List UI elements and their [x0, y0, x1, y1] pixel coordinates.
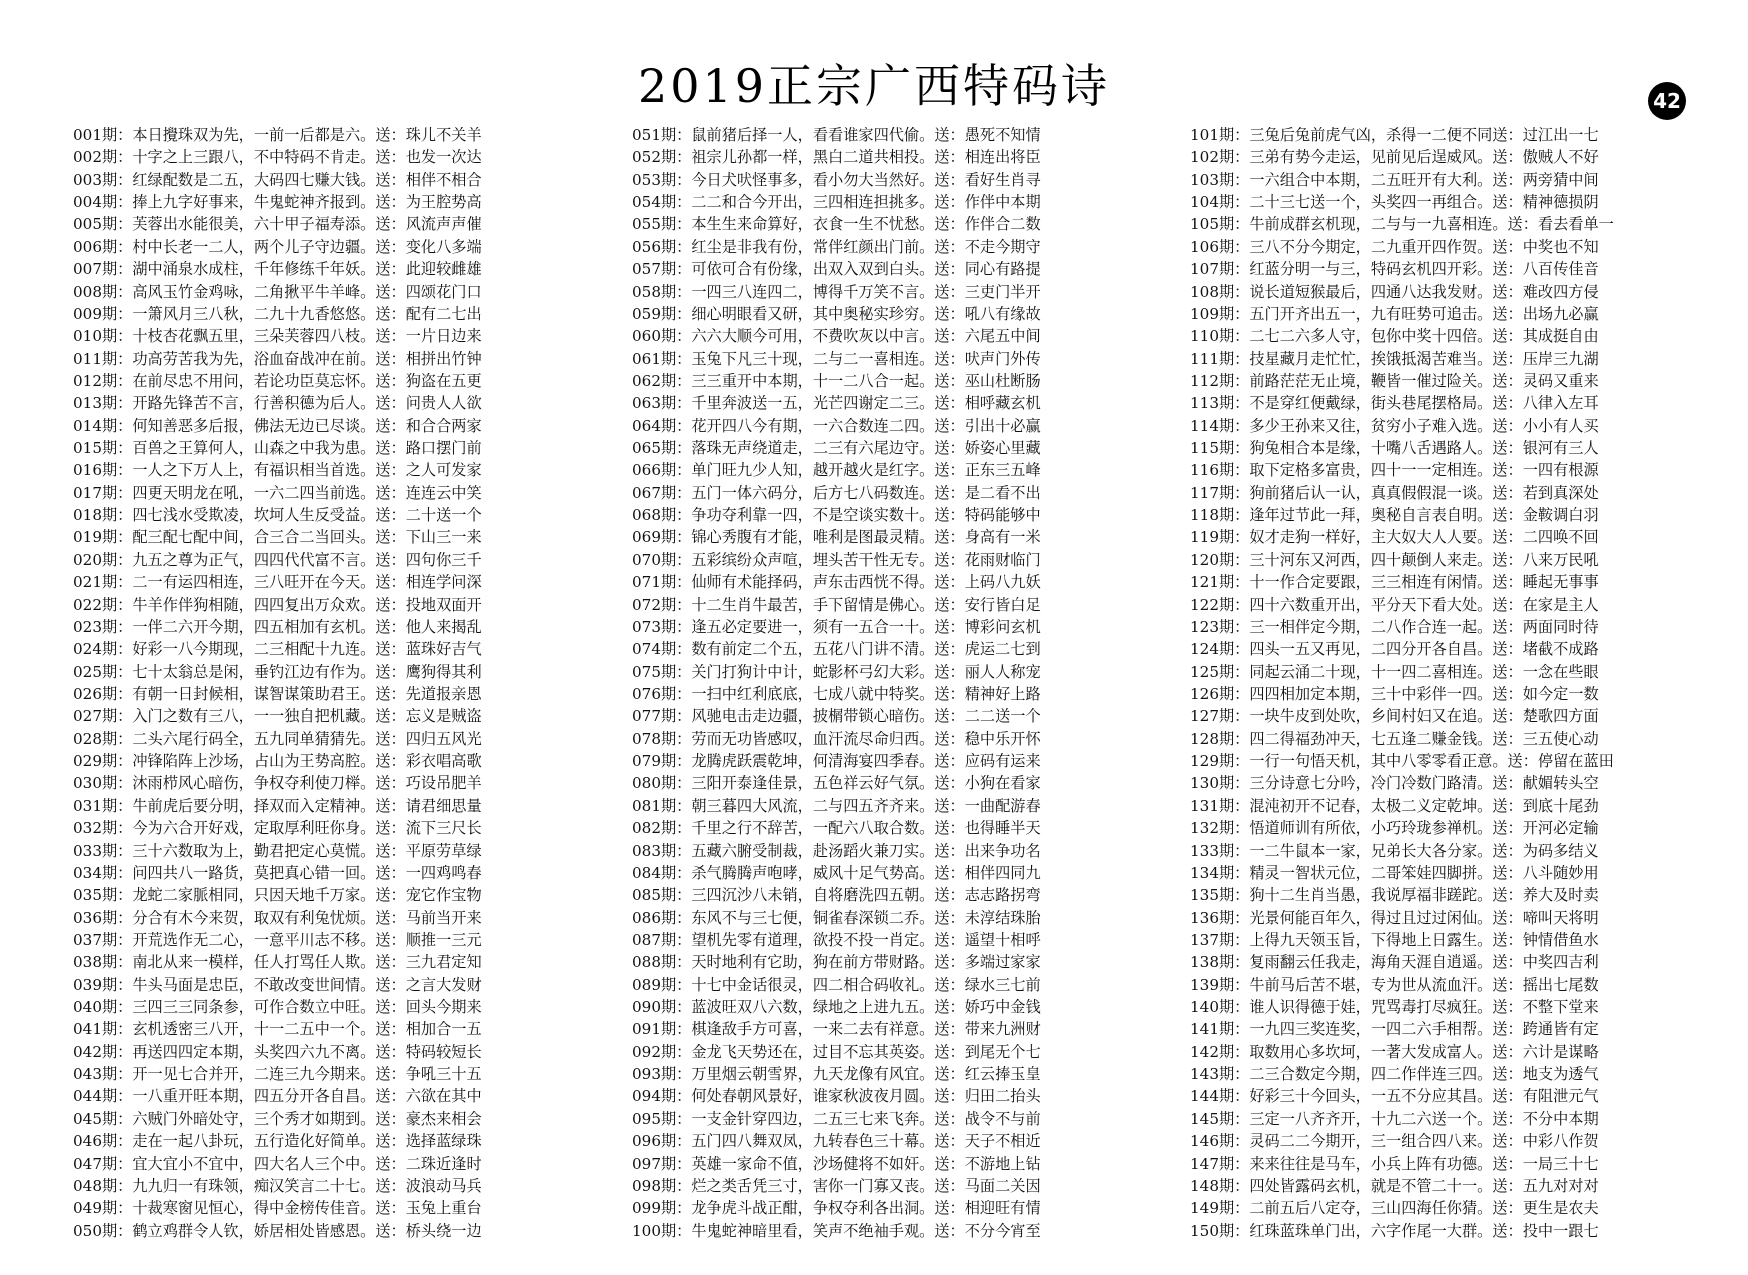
- poem-row: 044期：一八重开旺本期，四五分开各自昌。送：六欲在其中: [73, 1087, 482, 1106]
- poem-row: 122期：四十六数重开出，平分天下看大处。送：在家是主人: [1190, 595, 1599, 614]
- poem-row: 024期：好彩一八今期现，二三相配十九连。送：蓝珠好吉气: [73, 640, 482, 659]
- poem-row: 117期：狗前猪后认一认，真真假假混一谈。送：若到真深处: [1190, 483, 1599, 502]
- poem-row: 139期：牛前马后苦不堪，专为世从流血汗。送：摇出七尾数: [1190, 975, 1599, 994]
- poem-row: 015期：百兽之王算何人，山森之中我为患。送：路口摆门前: [73, 439, 482, 458]
- poem-row: 144期：好彩三十今回头，一五不分应其昌。送：有阻泄元气: [1190, 1087, 1599, 1106]
- poem-row: 115期：狗兔相合本是缘，十嘴八舌遇路人。送：银河有三人: [1190, 439, 1599, 458]
- poem-row: 073期：逢五必定要进一，须有一五合一十。送：博彩问玄机: [632, 617, 1041, 636]
- poem-row: 010期：十枝杏花飘五里，三朵芙蓉四八枝。送：一片日边来: [73, 327, 482, 346]
- poem-row: 034期：问四共八一路货，莫把真心错一回。送：一四鸡鸣春: [73, 863, 482, 882]
- poem-row: 090期：蓝波旺双八六数，绿地之上进九五。送：娇巧中金钱: [632, 998, 1041, 1017]
- poem-row: 111期：技星藏月走忙忙，挨饿抵渴苦难当。送：压岸三九湖: [1190, 349, 1599, 368]
- poem-row: 131期：混沌初开不记春，太极二义定乾坤。送：到底十尾劲: [1190, 796, 1599, 815]
- poem-row: 116期：取下定格多富贵，四十一一定相连。送：一四有根源: [1190, 461, 1599, 480]
- poem-row: 037期：开荒选作无二心，一意平川志不移。送：顺推一三元: [73, 930, 482, 949]
- poem-row: 104期：二十三七送一个，头奖四一再组合。送：精神德损阴: [1190, 193, 1599, 212]
- poem-row: 137期：上得九天领玉旨，下得地上日露生。送：钟情借鱼水: [1190, 930, 1599, 949]
- poem-row: 129期：一行一句悟天机，其中八零零看正意。送：停留在蓝田: [1190, 752, 1614, 771]
- page-title: 2019正宗广西特码诗: [637, 59, 1111, 113]
- poem-row: 016期：一人之下万人上，有福识相当首选。送：之人可发家: [73, 461, 482, 480]
- poem-row: 018期：四七浅水受欺凌，坎坷人生反受益。送：二十送一个: [73, 506, 482, 525]
- poem-row: 039期：牛头马面是忠臣，不敢改变世间情。送：之言大发财: [73, 975, 482, 994]
- poem-row: 142期：取数用心多坎坷，一著大发成富人。送：六计是谋略: [1190, 1042, 1599, 1061]
- poem-row: 106期：三八不分今期定，二九重开四作贺。送：中奖也不知: [1190, 237, 1599, 256]
- poem-row: 004期：捧上九字好事来，牛鬼蛇神齐报到。送：为王腔势高: [73, 193, 482, 212]
- poem-row: 112期：前路茫茫无止境，鞭皆一催过险关。送：灵码又重来: [1190, 371, 1599, 390]
- poem-row: 118期：逢年过节此一拜，奥秘自言表自明。送：金鞍调白羽: [1190, 506, 1599, 525]
- poem-row: 063期：千里奔波送一五，光芒四谢定二三。送：相呼藏玄机: [632, 394, 1041, 413]
- poem-row: 021期：二一有运四相连，三八旺开在今天。送：相连学问深: [73, 573, 482, 592]
- poem-row: 098期：烂之类舌凭三寸，害你一门寡又丧。送：马面二关因: [632, 1176, 1041, 1195]
- poem-row: 031期：牛前虎后要分明，择双而入定精神。送：请君细思量: [73, 796, 482, 815]
- poem-row: 029期：冲锋陷阵上沙场，占山为王势高腔。送：彩衣唱高歌: [73, 752, 482, 771]
- poem-row: 046期：走在一起八卦玩，五行造化好简单。送：选择蓝绿珠: [73, 1132, 482, 1151]
- poem-row: 132期：悟道师训有所依，小巧玲珑参禅机。送：开河必定输: [1190, 819, 1599, 838]
- poem-row: 146期：灵码二二今期开，三一组合四八来。送：中彩八作贺: [1190, 1132, 1599, 1151]
- poem-row: 091期：棋逢敌手方可喜，一来二去有祥意。送：带来九洲财: [632, 1020, 1041, 1039]
- poem-row: 050期：鹤立鸡群令人钦，娇居相处皆感恩。送：桥头绕一边: [73, 1221, 482, 1240]
- poem-row: 054期：二二和合今开出，三四相连担挑多。送：作伴中本期: [632, 193, 1041, 212]
- poem-row: 059期：细心明眼看又研，其中奥秘实珍穷。送：吼八有缘故: [632, 304, 1041, 323]
- poem-row: 081期：朝三暮四大风流，二与四五齐齐来。送：一曲配游春: [632, 796, 1041, 815]
- poem-row: 017期：四更天明龙在吼，一六二四当前选。送：连连云中笑: [73, 483, 482, 502]
- poem-row: 123期：三一相伴定今期，二八作合连一起。送：两面同时待: [1190, 617, 1599, 636]
- poem-row: 068期：争功夺利靠一四，不是空谈实数十。送：特码能够中: [632, 506, 1041, 525]
- poem-row: 103期：一六组合中本期，二五旺开有大利。送：两旁猜中间: [1190, 170, 1599, 189]
- poem-row: 124期：四头一五又再见，二四分开各自昌。送：堵截不成路: [1190, 640, 1599, 659]
- poem-row: 045期：六贼门外暗处守，三个秀才如期到。送：豪杰来相会: [73, 1109, 482, 1128]
- poem-row: 074期：数有前定二个五，五花八门讲不清。送：虎运二七到: [632, 640, 1041, 659]
- poem-row: 087期：望机先零有道理，欲投不投一肖定。送：遥望十相呼: [632, 930, 1041, 949]
- poem-row: 143期：二三合数定今期，四二作伴连三四。送：地支为透气: [1190, 1065, 1599, 1084]
- poem-row: 028期：二头六尾行码全，五九同单猜猜先。送：四归五风光: [73, 729, 482, 748]
- poem-row: 120期：三十河东又河西，四十颠倒人来走。送：八来万民吼: [1190, 550, 1599, 569]
- poem-row: 067期：五门一体六码分，后方七八码数连。送：是二看不出: [632, 483, 1041, 502]
- poem-row: 130期：三分诗意七分吟，冷门冷数门路清。送：献媚转头空: [1190, 774, 1599, 793]
- poem-row: 105期：牛前成群玄机现，二与与一九喜相连。送：看去看单一: [1190, 215, 1614, 234]
- column-3: [1190, 124, 1700, 1242]
- poem-row: 038期：南北从来一模样，任人打骂任人欺。送：三九君定知: [73, 953, 482, 972]
- poem-row: 084期：杀气腾腾声咆哮，威风十足气势高。送：相伴四同九: [632, 863, 1041, 882]
- poem-row: 071期：仙师有术能择码，声东击西恍不得。送：上码八九妖: [632, 573, 1041, 592]
- poem-row: 141期：一九四三奖连奖，一四二六手相帮。送：跨通皆有定: [1190, 1020, 1599, 1039]
- poem-row: 097期：英雄一家命不值，沙场健将不如奸。送：不游地上钻: [632, 1154, 1041, 1173]
- poem-row: 023期：一伴二六开今期，四五相加有玄机。送：他人来揭乱: [73, 617, 482, 636]
- poem-row: 041期：玄机透密三八开，十一二五中一个。送：相加合一五: [73, 1020, 482, 1039]
- poem-row: 080期：三阳开泰逢佳景，五色祥云好气氛。送：小狗在看家: [632, 774, 1041, 793]
- poem-row: 093期：万里烟云朝雪界，九天龙像有风宜。送：红云捧玉皇: [632, 1065, 1041, 1084]
- poem-row: 006期：村中长老一二人，两个儿子守边疆。送：变化八多端: [73, 237, 482, 256]
- poem-row: 102期：三弟有势今走运，见前见后逞威风。送：傲贼人不好: [1190, 148, 1599, 167]
- poem-row: 082期：千里之行不辞苦，一配六八取合数。送：也得睡半天: [632, 819, 1041, 838]
- poem-row: 100期：牛鬼蛇神暗里看，笑声不绝袖手观。送：不分今宵至: [632, 1221, 1041, 1240]
- poem-row: 064期：花开四八今有期，一六合数连二四。送：引出十必赢: [632, 416, 1041, 435]
- poem-row: 051期：鼠前猪后择一人，看看谁家四代偷。送：愚死不知情: [632, 126, 1041, 144]
- poem-row: 107期：红蓝分明一与三，特码玄机四开彩。送：八百传佳音: [1190, 260, 1599, 279]
- poem-row: 121期：十一作合定要跟，三三相连有闲情。送：睡起无事事: [1190, 573, 1599, 592]
- poem-row: 066期：单门旺九少人知，越开越火是红字。送：正东三五峰: [632, 461, 1041, 480]
- poem-row: 030期：沐雨栉风心暗伤，争权夺利使刀榉。送：巧设吊肥羊: [73, 774, 482, 793]
- poem-row: 108期：说长道短猴最后，四通八达我发财。送：难改四方侵: [1190, 282, 1599, 301]
- poem-row: 148期：四处皆露码玄机，就是不管二十一。送：五九对对对: [1190, 1176, 1599, 1195]
- poem-row: 043期：开一见七合并开，二连三九今期来。送：争吼三十五: [73, 1065, 482, 1084]
- poem-row: 138期：复雨翻云任我走，海角天涯自逍遥。送：中奖四吉利: [1190, 953, 1599, 972]
- poem-row: 085期：三四沉沙八未销，自将磨洗四五朝。送：志志路拐弯: [632, 886, 1041, 905]
- poem-row: 136期：光景何能百年久，得过且过过闲仙。送：啼叫天将明: [1190, 908, 1599, 927]
- poem-row: 127期：一块牛皮到处吹，乡间村妇又在追。送：楚歌四方面: [1190, 707, 1599, 726]
- poem-row: 075期：关门打狗计中计，蛇影杯弓幻大彩。送：丽人人称宠: [632, 662, 1041, 681]
- poem-row: 128期：四二得福劲冲天，七五逢二赚金钱。送：三五使心动: [1190, 729, 1599, 748]
- poem-row: 077期：风驰电击走边疆，披榍带锁心暗伤。送：二二送一个: [632, 707, 1041, 726]
- poem-row: 020期：九五之尊为正气，四四代代富不言。送：四句你三千: [73, 550, 482, 569]
- poem-row: 049期：十裁寒窗见恒心，得中金榜传佳音。送：玉兔上重台: [73, 1199, 482, 1218]
- poem-row: 101期：三兔后兔前虎气凶，杀得一二便不同送：过江出一七: [1190, 126, 1599, 144]
- poem-row: 133期：一二牛鼠本一家，兄弟长大各分家。送：为码多结义: [1190, 841, 1599, 860]
- poem-row: 145期：三定一八齐齐开，十九二六送一个。送：不分中本期: [1190, 1109, 1599, 1128]
- poem-row: 110期：二七二六多人守，包你中奖十四倍。送：其成挺自由: [1190, 327, 1599, 346]
- poem-row: 062期：三三重开中本期，十一二八合一起。送：巫山杜断肠: [632, 371, 1041, 390]
- poem-row: 072期：十二生肖牛最苦，手下留情是佛心。送：安行皆白足: [632, 595, 1041, 614]
- poem-row: 009期：一箫风月三八秋，二九十九香悠悠。送：配有二七出: [73, 304, 482, 323]
- poem-row: 119期：奴才走狗一样好，主大奴大人人要。送：二四唤不回: [1190, 528, 1599, 547]
- poem-row: 070期：五彩缤纷众声喧，埋头苦干性无专。送：花雨财临门: [632, 550, 1041, 569]
- poem-row: 149期：二前五后八定夺，三山四海任你猜。送：更生是农夫: [1190, 1199, 1599, 1218]
- poem-row: 001期：本日攪珠双为先，一前一后都是六。送：珠儿不关羊: [73, 126, 482, 144]
- page-number-badge: 42: [1648, 82, 1686, 120]
- poem-row: 095期：一支金针穿四边，二五三七来飞奔。送：战令不与前: [632, 1109, 1041, 1128]
- poem-row: 086期：东风不与三七便，铜雀春深锁二乔。送：未淳结珠胎: [632, 908, 1041, 927]
- poem-row: 094期：何处春朝风景好，谁家秋波夜月圆。送：归田二抬头: [632, 1087, 1041, 1106]
- poem-row: 061期：玉兔下凡三十现，二与二一喜相连。送：吠声门外传: [632, 349, 1041, 368]
- poem-row: 065期：落珠无声绕道走，二三有六尾边守。送：娇姿心里藏: [632, 439, 1041, 458]
- poem-row: 042期：再送四四定本期，头奖四六九不离。送：特码较短长: [73, 1042, 482, 1061]
- poem-row: 033期：三十六数取为上，勤君把定心莫慌。送：平原劳草绿: [73, 841, 482, 860]
- poem-row: 147期：来来往往是马车，小兵上阵有功德。送：一局三十七: [1190, 1154, 1599, 1173]
- poem-row: 069期：锦心秀腹有才能，唯利是图最灵精。送：身高有一米: [632, 528, 1041, 547]
- poem-row: 048期：九九归一有珠领，痴汉笑言二十七。送：波浪动马兵: [73, 1176, 482, 1195]
- poem-row: 079期：龙腾虎跃震乾坤，何清海宴四季春。送：应码有运来: [632, 752, 1041, 771]
- poem-row: 032期：今为六合开好戏，定取厚利旺你身。送：流下三尺长: [73, 819, 482, 838]
- poem-row: 089期：十七中金话很灵，四二相合码收礼。送：绿水三七前: [632, 975, 1041, 994]
- poem-row: 134期：精灵一智状元位，二哥笨娃四脚拼。送：八斗随妙用: [1190, 863, 1599, 882]
- poem-row: 058期：一四三八连四二，博得千万笑不言。送：三吏门半开: [632, 282, 1041, 301]
- column-2: [632, 124, 1149, 1242]
- poem-row: 057期：可依可合有份缘，出双入双到白头。送：同心有路提: [632, 260, 1041, 279]
- poem-row: 019期：配三配七配中间，合三合二当回头。送：下山三一来: [73, 528, 482, 547]
- poem-row: 014期：何知善恶多后报，佛法无边已尽谈。送：和合合两家: [73, 416, 482, 435]
- poem-row: 088期：天时地利有它助，狗在前方带财路。送：多端过家家: [632, 953, 1041, 972]
- poem-row: 012期：在前尽忠不用问，若论功臣莫忘怀。送：狗盗在五更: [73, 371, 482, 390]
- poem-row: 099期：龙争虎斗战正酣，争权夺利各出洞。送：相迎旺有情: [632, 1199, 1041, 1218]
- poem-row: 011期：功高劳苦我为先，浴血奋战冲在前。送：相拼出竹钟: [73, 349, 482, 368]
- poem-row: 022期：牛羊作伴狗相随，四四复出万众欢。送：投地双面开: [73, 595, 482, 614]
- poem-row: 109期：五门开齐出五一，九有旺势可追击。送：出场九必赢: [1190, 304, 1599, 323]
- poem-row: 113期：不是穿红便戴绿，街头巷尾摆格局。送：八律入左耳: [1190, 394, 1599, 413]
- poem-row: 092期：金龙飞天势还在，过目不忘其英姿。送：到尾无个七: [632, 1042, 1041, 1061]
- poem-row: 035期：龙蛇二家脈相同，只因天地千万家。送：宠它作宝物: [73, 886, 482, 905]
- column-1: [73, 124, 588, 1242]
- poem-row: 052期：祖宗儿孙都一样，黑白二道共相投。送：相连出将臣: [632, 148, 1041, 167]
- poem-row: 026期：有朝一日封候相，谋智谋策助君王。送：先道报亲恩: [73, 684, 482, 703]
- poem-row: 126期：四四相加定本期，三十中彩伴一四。送：如今定一数: [1190, 684, 1599, 703]
- poem-row: 083期：五藏六腑受制裁，赴汤蹈火兼刀实。送：出来争功名: [632, 841, 1041, 860]
- poem-row: 025期：七十太翁总是闲，垂钓江边有作为。送：鹰狗得其利: [73, 662, 482, 681]
- poem-row: 096期：五门四八舞双凤，九转春色三十幕。送：天子不相近: [632, 1132, 1041, 1151]
- poem-row: 036期：分合有木今来贺，取双有利兔忧烦。送：马前当开来: [73, 908, 482, 927]
- poem-row: 047期：宜大宜小不宜中，四大名人三个中。送：二珠近逢时: [73, 1154, 482, 1173]
- poem-row: 002期：十字之上三跟八，不中特码不肯走。送：也发一次达: [73, 148, 482, 167]
- poem-row: 013期：开路先锋苦不言，行善积德为后人。送：问贵人人欲: [73, 394, 482, 413]
- poem-row: 007期：湖中涌泉水成柱，千年修练千年妖。送：此迎较雌雄: [73, 260, 482, 279]
- poem-row: 140期：谁人识得德于娃，咒骂毒打尽疯狂。送：不整下堂来: [1190, 998, 1599, 1017]
- poem-row: 003期：红绿配数是二五，大码四七赚大钱。送：相伴不相合: [73, 170, 482, 189]
- poem-row: 008期：高风玉竹金鸡咏，二角揪平牛羊峰。送：四颂花门口: [73, 282, 482, 301]
- poem-row: 060期：六六大顺今可用，不费吹灰以中言。送：六尾五中间: [632, 327, 1041, 346]
- poem-row: 114期：多少王孙来又往，贫穷小子难入选。送：小小有人买: [1190, 416, 1599, 435]
- poem-row: 125期：同起云涌二十现，十一四二喜相连。送：一念在些眼: [1190, 662, 1599, 681]
- poem-row: 056期：红尘是非我有份，常伴红颜出门前。送：不走今期守: [632, 237, 1041, 256]
- poem-row: 078期：劳而无功皆感叹，血汗流尽命归西。送：稳中乐开怀: [632, 729, 1041, 748]
- poem-row: 135期：狗十二生肖当愚，我说厚福非蹉跎。送：养大及时卖: [1190, 886, 1599, 905]
- poem-row: 040期：三四三三同条参，可作合数立中旺。送：回头今期来: [73, 998, 482, 1017]
- poem-row: 053期：今日犬吠怪事多，看小勿大当然好。送：看好生肖寻: [632, 170, 1041, 189]
- poem-row: 076期：一扫中红利底底，七成八就中特奖。送：精神好上路: [632, 684, 1041, 703]
- poem-row: 005期：芙蓉出水能很美，六十甲子福寿添。送：风流声声催: [73, 215, 482, 234]
- poem-row: 027期：入门之数有三八，一一独自把机藏。送：忘义是贼盗: [73, 707, 482, 726]
- poem-row: 150期：红珠蓝珠单门出，六字作尾一大群。送：投中一跟七: [1190, 1221, 1599, 1240]
- poem-row: 055期：本生生来命算好，衣食一生不忧愁。送：作伴合二数: [632, 215, 1041, 234]
